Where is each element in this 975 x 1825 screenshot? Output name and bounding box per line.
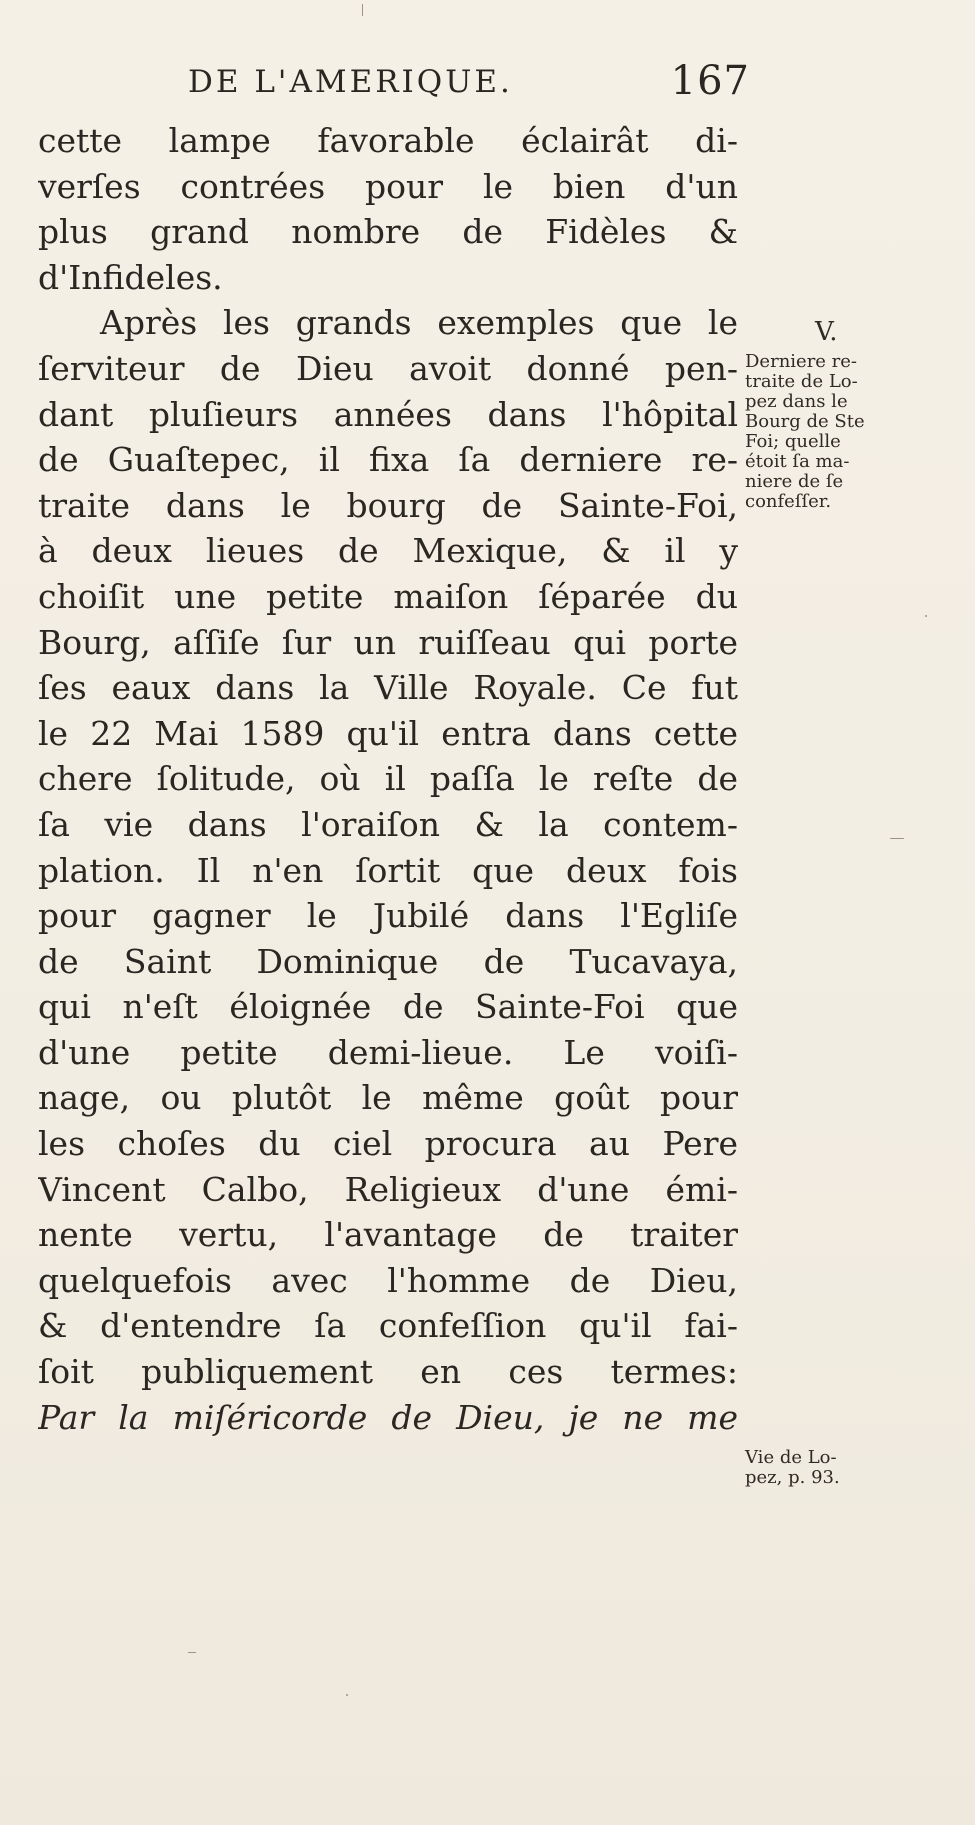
text-line: ſerviteur de Dieu avoit donné pen- bbox=[38, 348, 738, 388]
paper-speck bbox=[188, 1652, 196, 1653]
text-line: traite dans le bourg de Sainte-Foi, bbox=[38, 485, 738, 525]
margin-note-line: Bourg de Ste bbox=[745, 411, 865, 432]
text-line: Bourg, aſſiſe ſur un ruiſſeau qui porte bbox=[38, 622, 738, 662]
margin-note-number: V. bbox=[815, 317, 838, 347]
text-line: quelquefois avec l'homme de Dieu, bbox=[38, 1260, 738, 1300]
text-line: nente vertu, l'avantage de traiter bbox=[38, 1215, 738, 1255]
page-header bbox=[170, 58, 750, 108]
text-line: à deux lieues de Mexique, & il y bbox=[38, 531, 738, 571]
text-line: qui n'eſt éloignée de Sainte-Foi que bbox=[38, 987, 738, 1027]
margin-note bbox=[745, 317, 865, 512]
text-line: choiſit une petite maiſon ſéparée du bbox=[38, 576, 738, 616]
text-line: verſes contrées pour le bien d'un bbox=[38, 166, 738, 206]
paper-speck bbox=[362, 4, 363, 16]
margin-note-line: pez dans le bbox=[745, 391, 848, 412]
text-line: d'Infideles. bbox=[38, 257, 223, 297]
page-number: 167 bbox=[670, 58, 750, 104]
margin-note-line: étoit ſa ma- bbox=[745, 451, 850, 472]
text-line: & d'entendre ſa confeſſion qu'il fai- bbox=[38, 1306, 738, 1346]
text-line: les choſes du ciel procura au Pere bbox=[38, 1124, 738, 1164]
paper-speck bbox=[925, 615, 927, 617]
text-line: ſoit publiquement en ces termes: bbox=[38, 1352, 738, 1392]
margin-note-line: niere de ſe bbox=[745, 471, 844, 492]
citation-note bbox=[745, 1448, 840, 1488]
citation-line: Vie de Lo- bbox=[745, 1447, 837, 1468]
text-line: chere ſolitude, où il paſſa le reſte de bbox=[38, 759, 738, 799]
text-line: cette lampe favorable éclairât di- bbox=[38, 121, 738, 160]
text-line: nage, ou plutôt le même goût pour bbox=[38, 1078, 738, 1118]
italic-text-line: Par la miſéricorde de Dieu, je ne me bbox=[38, 1397, 738, 1437]
paper-speck bbox=[890, 838, 904, 839]
margin-note-line: Derniere re- bbox=[745, 351, 858, 372]
text-line: de Saint Dominique de Tucavaya, bbox=[38, 941, 738, 981]
text-line: Vincent Calbo, Religieux d'une émi- bbox=[38, 1169, 738, 1209]
text-line: ſes eaux dans la Ville Royale. Ce fut bbox=[38, 668, 738, 708]
text-line: le 22 Mai 1589 qu'il entra dans cette bbox=[38, 713, 738, 753]
text-line: de Guaſtepec, il fixa ſa derniere re- bbox=[38, 440, 738, 480]
text-line: dant pluſieurs années dans l'hôpital bbox=[38, 394, 738, 434]
citation-line: pez, p. 93. bbox=[745, 1467, 840, 1488]
text-line: pour gagner le Jubilé dans l'Egliſe bbox=[38, 896, 738, 936]
margin-note-line: confeſſer. bbox=[745, 491, 832, 512]
text-line: d'une petite demi-lieue. Le voiſi- bbox=[38, 1032, 738, 1072]
text-line: ſa vie dans l'oraiſon & la contem- bbox=[38, 804, 738, 844]
paper-speck bbox=[346, 1694, 348, 1696]
paragraph-start-line: Après les grands exemples que le bbox=[100, 303, 738, 343]
text-line: plation. Il n'en ſortit que deux fois bbox=[38, 850, 738, 890]
body-text bbox=[38, 118, 738, 1440]
running-title: DE L'AMERIQUE. bbox=[188, 64, 513, 100]
margin-note-line: traite de Lo- bbox=[745, 371, 858, 392]
margin-note-line: Foi; quelle bbox=[745, 431, 841, 452]
text-line: plus grand nombre de Fidèles & bbox=[38, 212, 738, 252]
